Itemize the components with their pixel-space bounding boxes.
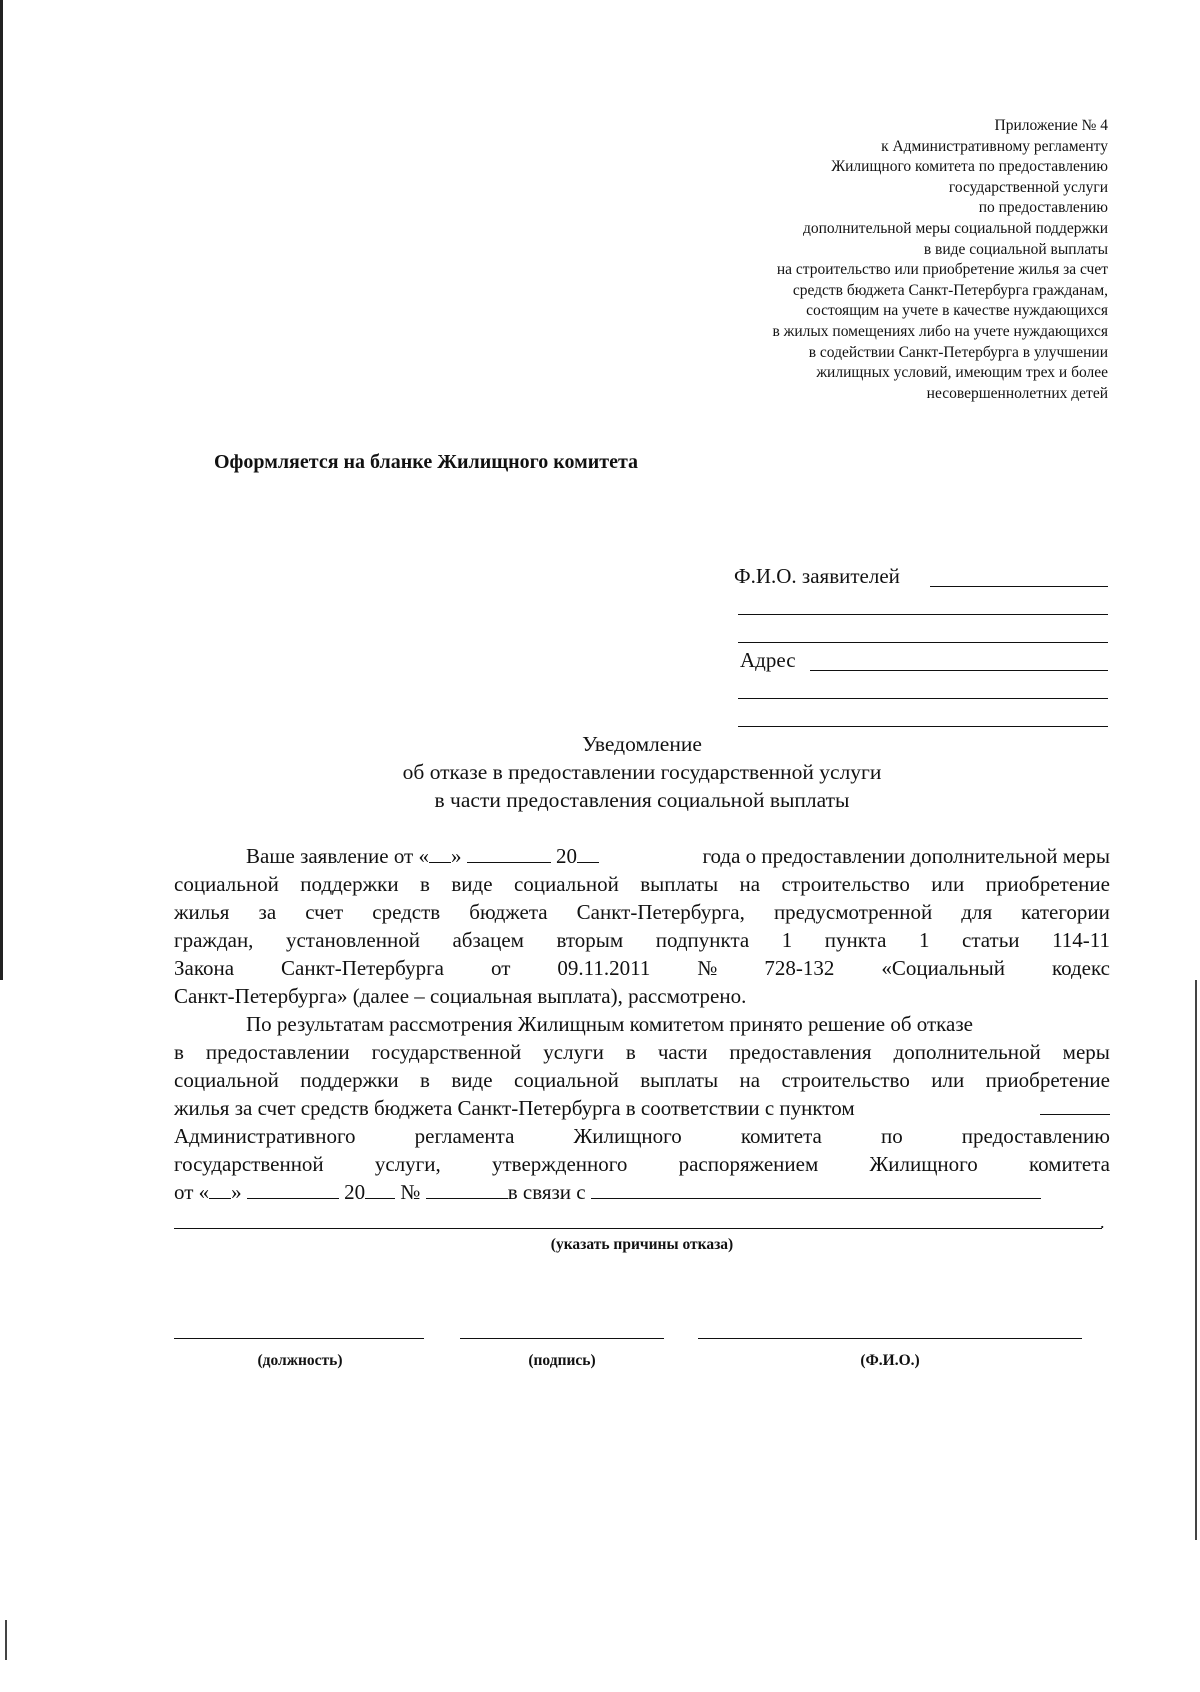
scan-border-left xyxy=(0,0,3,980)
word: граждан, xyxy=(174,928,254,952)
address-line xyxy=(810,670,1108,671)
order-day-blank xyxy=(209,1178,231,1199)
order-month-blank xyxy=(247,1178,339,1199)
word: средств xyxy=(372,900,441,924)
appendix-line: жилищных условий, имеющим трех и более xyxy=(816,364,1108,382)
word: комитета xyxy=(1028,1152,1110,1176)
word: государственной xyxy=(371,1040,522,1064)
appendix-line: на строительство или приобретение жилья за счет xyxy=(776,261,1108,279)
word: выплаты xyxy=(640,1068,719,1092)
appendix-line: к Административному регламенту xyxy=(881,137,1108,155)
word: счет xyxy=(305,900,344,924)
document-title xyxy=(150,730,1134,814)
word: подпункта xyxy=(655,928,750,952)
scan-border-right xyxy=(1195,980,1197,1540)
word: в xyxy=(420,872,430,896)
word: в xyxy=(174,1040,184,1064)
year-prefix: 20 xyxy=(555,844,577,868)
applicant-name-line xyxy=(930,586,1108,587)
word: или xyxy=(931,872,965,896)
appendix-line: Жилищного комитета по предоставлению xyxy=(831,158,1108,176)
word: на xyxy=(739,872,761,896)
applicant-name-label: Ф.И.О. заявителей xyxy=(734,564,900,588)
word: жилья xyxy=(174,900,230,924)
title-line-3: в части предоставления социальной выплаты xyxy=(434,788,850,812)
applicant-name-line-3 xyxy=(738,642,1108,643)
word: или xyxy=(931,1068,965,1092)
word: предоставлению xyxy=(961,1124,1110,1148)
word: на xyxy=(739,1068,761,1092)
word: 1 xyxy=(781,928,793,952)
scan-mark-bottom-left xyxy=(5,1620,7,1660)
paragraph-2-line-6 xyxy=(174,1150,1110,1178)
word: «Социальный xyxy=(881,956,1005,980)
application-from-label: Ваше заявление от « xyxy=(246,844,429,868)
word: строительство xyxy=(781,872,910,896)
reason-caption: (указать причины отказа) xyxy=(550,1236,734,1253)
word: за xyxy=(258,900,277,924)
word: социальной xyxy=(513,1068,619,1092)
word: 114-11 xyxy=(1052,928,1110,952)
word: бюджета xyxy=(469,900,548,924)
day-blank xyxy=(429,842,451,863)
word: Административного xyxy=(174,1124,356,1148)
address-label: Адрес xyxy=(740,648,796,672)
word: пункта xyxy=(824,928,887,952)
word: от xyxy=(490,956,511,980)
reason-blank xyxy=(591,1178,1041,1199)
paragraph-1-line-5 xyxy=(174,954,1110,982)
quote-close: » xyxy=(450,844,462,868)
word: виде xyxy=(451,1068,493,1092)
address-line-2 xyxy=(738,698,1108,699)
applicant-name-line-2 xyxy=(738,614,1108,615)
reason-label: в связи с xyxy=(507,1180,586,1204)
appendix-line: в жилых помещениях либо на учете нуждающихся xyxy=(772,322,1108,340)
application-subject: года о предоставлении дополнительной меры xyxy=(702,844,1110,868)
word: для xyxy=(961,900,993,924)
paragraph-2-line-3 xyxy=(174,1066,1110,1094)
appendix-line: государственной услуги xyxy=(948,178,1108,196)
order-year-prefix: 20 xyxy=(344,1180,366,1204)
paragraph-2-line-4 xyxy=(174,1094,1110,1122)
title-line-2: об отказе в предоставлении государственной услуги xyxy=(402,760,882,784)
word: абзацем xyxy=(452,928,524,952)
appendix-line: состоящим на учете в качестве нуждающихся xyxy=(806,302,1108,320)
word: распоряжением xyxy=(678,1152,819,1176)
word: Санкт-Петербурга xyxy=(281,956,444,980)
order-quote-close: » xyxy=(231,1180,242,1204)
word: установленной xyxy=(285,928,420,952)
paragraph-1-line-1 xyxy=(174,842,1110,870)
paragraph-2-line-7 xyxy=(174,1178,1110,1206)
paragraph-1 xyxy=(174,842,1110,1010)
word: строительство xyxy=(781,1068,910,1092)
appendix-line: в содействии Санкт-Петербурга в улучшении xyxy=(808,343,1108,361)
word: по xyxy=(880,1124,903,1148)
position-line xyxy=(174,1338,424,1339)
paragraph-1-line-6: Санкт-Петербурга» (далее – социальная выплата), рассмотрено. xyxy=(174,984,747,1008)
word: выплаты xyxy=(640,872,719,896)
title-line-1: Уведомление xyxy=(582,732,702,756)
paragraph-2-line-2 xyxy=(174,1038,1110,1066)
order-from-label: от « xyxy=(174,1180,210,1204)
word: социальной xyxy=(513,872,619,896)
word: 1 xyxy=(918,928,930,952)
word: социальной xyxy=(174,872,279,896)
word: услуги, xyxy=(374,1152,441,1176)
word: приобретение xyxy=(985,1068,1110,1092)
appendix-line: Приложение № 4 xyxy=(994,117,1108,134)
word: предусмотренной xyxy=(773,900,933,924)
word: дополнительной xyxy=(893,1040,1041,1064)
word: в xyxy=(625,1040,636,1064)
appendix-line: дополнительной меры социальной поддержки xyxy=(803,219,1108,237)
paragraph-1-line-2 xyxy=(174,870,1110,898)
order-year-blank xyxy=(365,1178,395,1199)
word: услуги xyxy=(543,1040,604,1064)
fio-caption: (Ф.И.О.) xyxy=(860,1352,920,1369)
month-blank xyxy=(467,842,551,863)
word: виде xyxy=(451,872,493,896)
appendix-line: средств бюджета Санкт-Петербурга гражданам, xyxy=(792,281,1108,299)
signature-line xyxy=(460,1338,664,1339)
paragraph-2 xyxy=(174,1010,1110,1206)
year-blank xyxy=(577,842,599,863)
word: Жилищного xyxy=(573,1124,682,1148)
appendix-line: в виде социальной выплаты xyxy=(923,240,1108,258)
word: части xyxy=(657,1040,708,1064)
paragraph-1-line-3 xyxy=(174,898,1110,926)
word: 728-132 xyxy=(764,956,835,980)
paragraph-1-line-4 xyxy=(174,926,1110,954)
word: Закона xyxy=(174,956,235,980)
word: приобретение xyxy=(985,872,1110,896)
word: в xyxy=(420,1068,430,1092)
word: поддержки xyxy=(300,1068,399,1092)
word: кодекс xyxy=(1051,956,1110,980)
paragraph-2-line-1: По результатам рассмотрения Жилищным комитетом принято решение об отказе xyxy=(246,1012,973,1036)
word: Санкт-Петербурга, xyxy=(576,900,745,924)
word: предоставления xyxy=(729,1040,872,1064)
signature-caption: (подпись) xyxy=(528,1352,596,1369)
paragraph-2-line-4-text: жилья за счет средств бюджета Санкт-Петербурга в соответствии с пунктом xyxy=(174,1096,855,1120)
address-line-3 xyxy=(738,726,1108,727)
word: меры xyxy=(1062,1040,1110,1064)
reason-line xyxy=(174,1228,1102,1229)
word: статьи xyxy=(962,928,1020,952)
appendix-line: по предоставлению xyxy=(978,199,1108,217)
word: 09.11.2011 xyxy=(557,956,651,980)
fio-line xyxy=(698,1338,1082,1339)
word: предоставлении xyxy=(205,1040,350,1064)
word: комитета xyxy=(740,1124,822,1148)
word: поддержки xyxy=(300,872,399,896)
word: утвержденного xyxy=(491,1152,628,1176)
word: регламента xyxy=(414,1124,515,1148)
letterhead-note: Оформляется на бланке Жилищного комитета xyxy=(214,451,639,473)
order-number-sign: № xyxy=(400,1180,421,1204)
reason-line-period: . xyxy=(1100,1212,1105,1232)
word: Жилищного xyxy=(869,1152,978,1176)
paragraph-2-line-5 xyxy=(174,1122,1110,1150)
word: № xyxy=(697,956,718,980)
word: социальной xyxy=(174,1068,279,1092)
appendix-header xyxy=(588,116,1108,404)
clause-blank xyxy=(1040,1094,1110,1115)
word: государственной xyxy=(174,1152,324,1176)
order-number-blank xyxy=(426,1178,508,1199)
position-caption: (должность) xyxy=(257,1352,343,1369)
word: категории xyxy=(1021,900,1110,924)
word: вторым xyxy=(556,928,624,952)
appendix-line: несовершеннолетних детей xyxy=(926,384,1108,402)
